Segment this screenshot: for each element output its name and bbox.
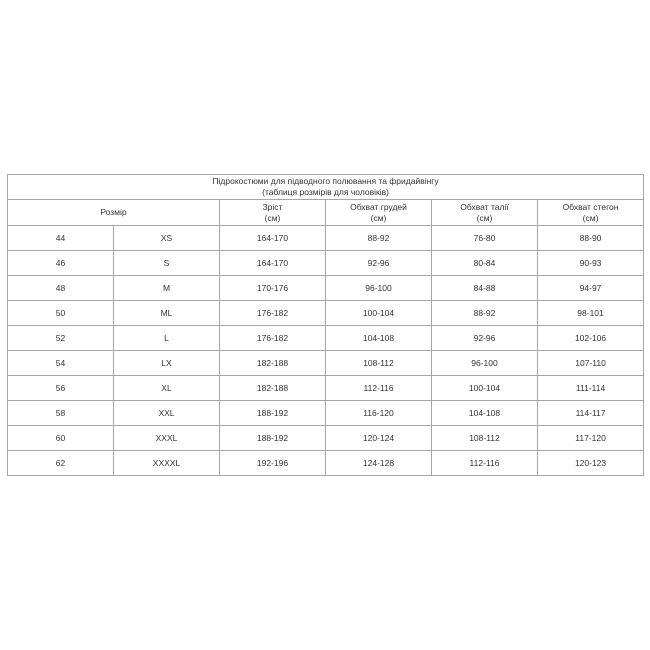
cell-size-letter: XXXL xyxy=(114,426,220,451)
table-title-line2: (таблиця розмірів для чоловіків) xyxy=(262,187,389,197)
table-row xyxy=(8,351,644,376)
cell-size-number: 50 xyxy=(8,301,114,326)
header-height-unit: (см) xyxy=(264,212,281,223)
table-row xyxy=(8,451,644,476)
cell-height: 176-182 xyxy=(220,301,326,326)
cell-height: 192-196 xyxy=(220,451,326,476)
cell-size-number: 56 xyxy=(8,376,114,401)
cell-size-letter: S xyxy=(114,251,220,276)
cell-waist: 112-116 xyxy=(432,451,538,476)
table-title-line1: Підрокостюми для підводного полювання та фридайвінгу xyxy=(212,176,439,186)
cell-height: 182-188 xyxy=(220,376,326,401)
table-row xyxy=(8,226,644,251)
table-row xyxy=(8,276,644,301)
header-hips-label: Обхват стегон xyxy=(562,201,619,212)
cell-waist: 104-108 xyxy=(432,401,538,426)
cell-chest: 120-124 xyxy=(326,426,432,451)
cell-size-letter: M xyxy=(114,276,220,301)
table-row xyxy=(8,376,644,401)
cell-chest: 104-108 xyxy=(326,326,432,351)
cell-chest: 100-104 xyxy=(326,301,432,326)
cell-hips: 120-123 xyxy=(538,451,644,476)
cell-waist: 80-84 xyxy=(432,251,538,276)
cell-size-letter: XXXXL xyxy=(114,451,220,476)
cell-size-letter: L xyxy=(114,326,220,351)
cell-waist: 84-88 xyxy=(432,276,538,301)
cell-hips: 107-110 xyxy=(538,351,644,376)
table-title-row xyxy=(8,175,644,200)
cell-size-letter: XL xyxy=(114,376,220,401)
size-chart-table xyxy=(7,174,644,476)
header-chest-label: Обхват грудей xyxy=(350,201,407,212)
cell-waist: 88-92 xyxy=(432,301,538,326)
cell-hips: 94-97 xyxy=(538,276,644,301)
cell-chest: 108-112 xyxy=(326,351,432,376)
cell-size-number: 58 xyxy=(8,401,114,426)
cell-hips: 102-106 xyxy=(538,326,644,351)
cell-chest: 124-128 xyxy=(326,451,432,476)
header-chest-unit: (см) xyxy=(370,212,387,223)
table-row xyxy=(8,326,644,351)
cell-chest: 112-116 xyxy=(326,376,432,401)
cell-size-letter: LX xyxy=(114,351,220,376)
cell-chest: 92-96 xyxy=(326,251,432,276)
cell-height: 176-182 xyxy=(220,326,326,351)
header-hips-unit: (см) xyxy=(582,212,599,223)
header-waist-label: Обхват талії xyxy=(460,201,509,212)
cell-hips: 114-117 xyxy=(538,401,644,426)
header-size: Розмір xyxy=(8,200,220,226)
header-height-label: Зріст xyxy=(262,201,283,212)
table-header-row xyxy=(8,200,644,226)
cell-chest: 96-100 xyxy=(326,276,432,301)
cell-hips: 98-101 xyxy=(538,301,644,326)
cell-height: 164-170 xyxy=(220,251,326,276)
cell-size-number: 52 xyxy=(8,326,114,351)
header-height xyxy=(220,200,326,226)
cell-height: 188-192 xyxy=(220,426,326,451)
cell-hips: 111-114 xyxy=(538,376,644,401)
cell-size-number: 46 xyxy=(8,251,114,276)
table-title xyxy=(8,175,644,200)
cell-chest: 88-92 xyxy=(326,226,432,251)
cell-size-number: 48 xyxy=(8,276,114,301)
cell-waist: 108-112 xyxy=(432,426,538,451)
header-chest xyxy=(326,200,432,226)
cell-hips: 88-90 xyxy=(538,226,644,251)
cell-size-number: 62 xyxy=(8,451,114,476)
cell-hips: 90-93 xyxy=(538,251,644,276)
cell-size-letter: XXL xyxy=(114,401,220,426)
cell-waist: 96-100 xyxy=(432,351,538,376)
cell-size-letter: XS xyxy=(114,226,220,251)
cell-height: 164-170 xyxy=(220,226,326,251)
cell-height: 170-176 xyxy=(220,276,326,301)
cell-waist: 76-80 xyxy=(432,226,538,251)
header-hips xyxy=(538,200,644,226)
cell-height: 182-188 xyxy=(220,351,326,376)
cell-chest: 116-120 xyxy=(326,401,432,426)
cell-hips: 117-120 xyxy=(538,426,644,451)
cell-size-number: 54 xyxy=(8,351,114,376)
cell-waist: 100-104 xyxy=(432,376,538,401)
cell-size-number: 44 xyxy=(8,226,114,251)
cell-height: 188-192 xyxy=(220,401,326,426)
cell-waist: 92-96 xyxy=(432,326,538,351)
table-body xyxy=(8,226,644,476)
table-row xyxy=(8,301,644,326)
cell-size-number: 60 xyxy=(8,426,114,451)
table-row xyxy=(8,251,644,276)
header-waist-unit: (см) xyxy=(476,212,493,223)
table-row xyxy=(8,401,644,426)
cell-size-letter: ML xyxy=(114,301,220,326)
table-row xyxy=(8,426,644,451)
header-waist xyxy=(432,200,538,226)
